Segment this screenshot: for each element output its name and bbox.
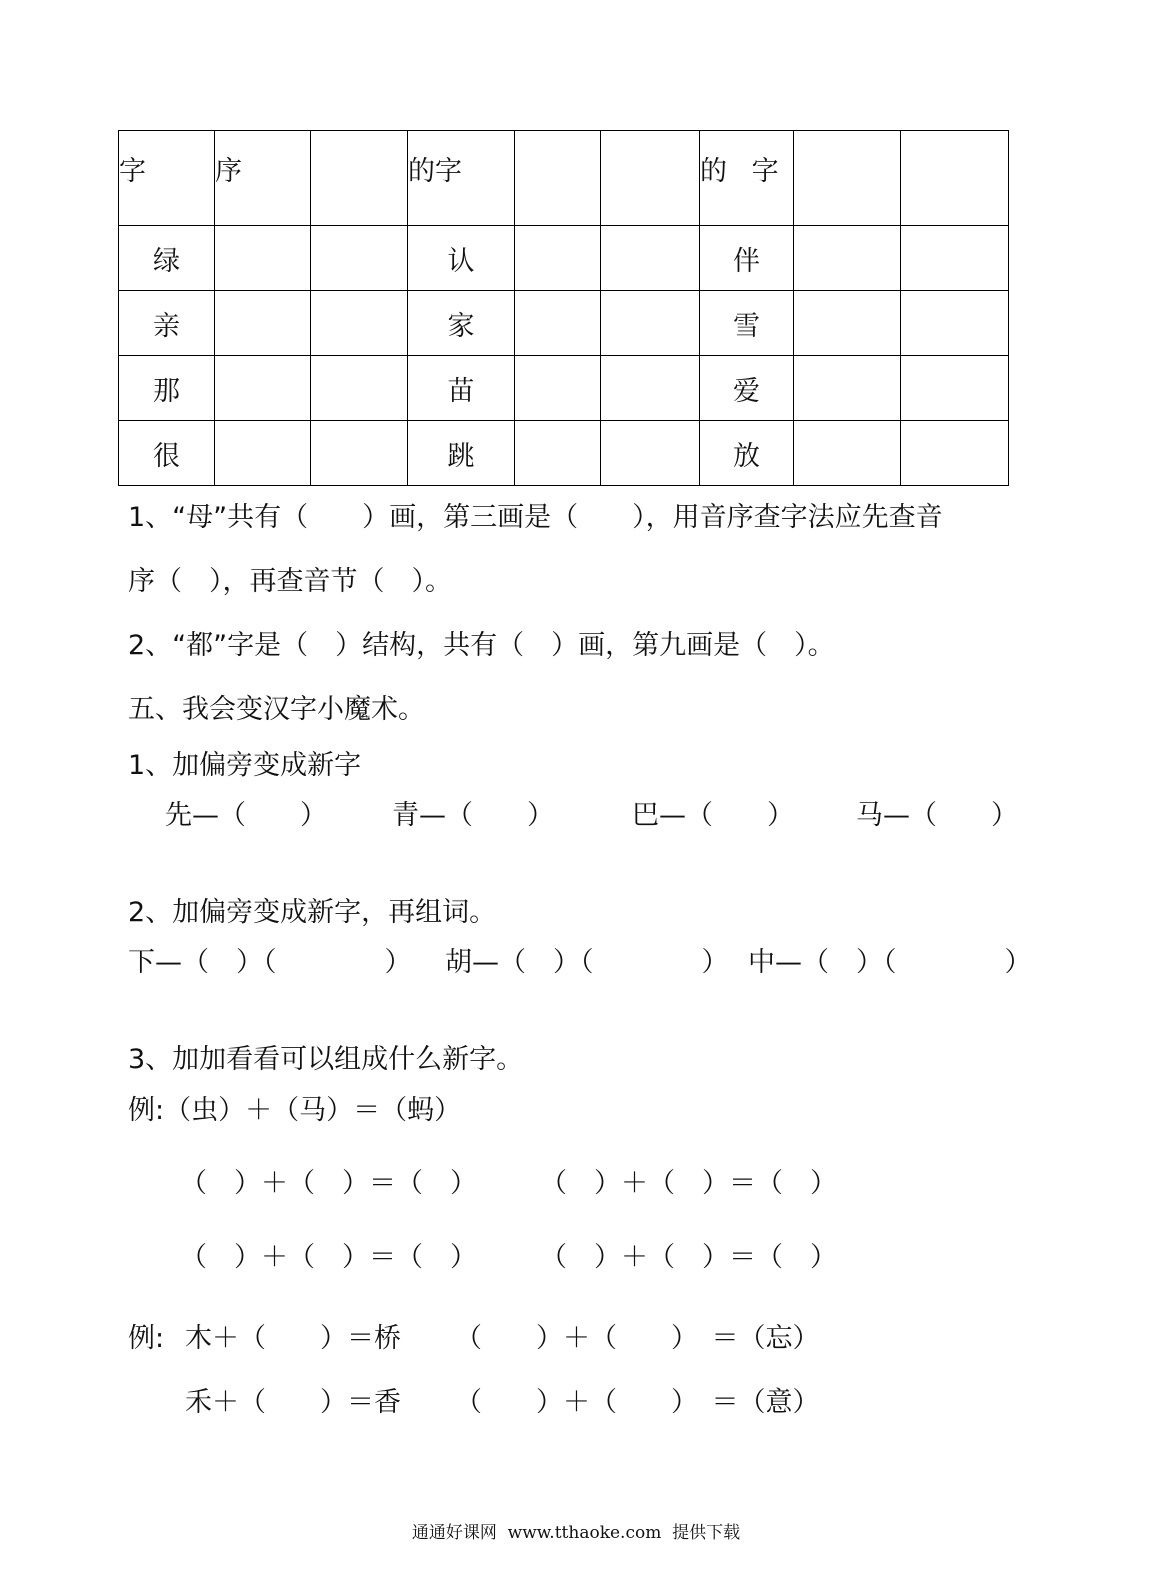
table-cell: 雪 <box>700 291 794 356</box>
table-cell <box>794 226 901 291</box>
blank-equation: （ ）＋（ ）＝（ ） <box>540 1168 837 1199</box>
header-cell: 序 <box>215 131 311 226</box>
add-radical-item: 青—（ ） <box>392 800 554 831</box>
example-2-equation: 禾＋（ ）＝香 <box>185 1387 401 1418</box>
table-cell <box>601 226 700 291</box>
table-cell <box>515 356 601 421</box>
header-cell <box>515 131 601 226</box>
table-cell <box>311 421 408 486</box>
section-5-1-title: 1、加偏旁变成新字 <box>128 750 362 781</box>
section-5-3-title: 3、加加看看可以组成什么新字。 <box>128 1044 524 1075</box>
table-cell <box>311 226 408 291</box>
table-cell <box>215 226 311 291</box>
add-radical-item: 马—（ ） <box>856 800 1018 831</box>
table-cell: 亲 <box>119 291 215 356</box>
blank-equation: （ ）＋（ ）＝（ ） <box>540 1242 837 1273</box>
table-cell <box>901 421 1009 486</box>
section-5-title: 五、我会变汉字小魔术。 <box>128 694 425 725</box>
word-item: 胡—（ ）（ ） <box>445 947 729 978</box>
table-cell <box>215 356 311 421</box>
table-cell <box>794 291 901 356</box>
footer-credit: 通通好课网 www.tthaoke.com 提供下载 <box>411 1523 741 1543</box>
example-2-label: 例: <box>128 1323 165 1354</box>
header-cell: 字 <box>119 131 215 226</box>
table-cell <box>601 356 700 421</box>
header-cell <box>794 131 901 226</box>
example-2-equation: （ ）＋（ ） ＝（意） <box>455 1387 820 1418</box>
table-cell: 放 <box>700 421 794 486</box>
question-1-line-1: 1、“母”共有（ ）画，第三画是（ ），用音序查字法应先查音 <box>128 502 943 533</box>
table-row <box>119 226 1009 291</box>
table-cell <box>515 291 601 356</box>
table-cell: 很 <box>119 421 215 486</box>
table-cell: 苗 <box>408 356 515 421</box>
table-cell <box>215 421 311 486</box>
question-1-line-2: 序（ ），再查音节（ ）。 <box>128 566 452 597</box>
example-2-equation: 木＋（ ）＝桥 <box>185 1323 401 1354</box>
word-item: 中—（ ）（ ） <box>748 947 1032 978</box>
table-cell: 那 <box>119 356 215 421</box>
table-row <box>119 356 1009 421</box>
table-cell: 伴 <box>700 226 794 291</box>
table-cell: 跳 <box>408 421 515 486</box>
table-row <box>119 291 1009 356</box>
blank-equation: （ ）＋（ ）＝（ ） <box>180 1168 477 1199</box>
table-cell: 绿 <box>119 226 215 291</box>
table-cell: 爱 <box>700 356 794 421</box>
table-cell <box>794 356 901 421</box>
header-cell: 的字 <box>408 131 515 226</box>
table-cell: 家 <box>408 291 515 356</box>
table-cell <box>794 421 901 486</box>
table-cell <box>901 356 1009 421</box>
table-cell <box>311 356 408 421</box>
table-cell <box>515 226 601 291</box>
table-header-row <box>119 131 1009 226</box>
table-cell <box>901 226 1009 291</box>
lookup-table <box>118 130 1009 486</box>
question-2: 2、“都”字是（ ）结构，共有（ ）画，第九画是（ ）。 <box>128 630 835 661</box>
table-cell <box>601 291 700 356</box>
table-cell <box>311 291 408 356</box>
table-row <box>119 421 1009 486</box>
section-5-2-title: 2、加偏旁变成新字，再组词。 <box>128 897 497 928</box>
add-radical-item: 先—（ ） <box>165 800 327 831</box>
example-2-equation: （ ）＋（ ） ＝（忘） <box>455 1323 820 1354</box>
header-cell <box>311 131 408 226</box>
table-cell: 认 <box>408 226 515 291</box>
blank-equation: （ ）＋（ ）＝（ ） <box>180 1242 477 1273</box>
header-cell: 的 字 <box>700 131 794 226</box>
example-1: 例:（虫）＋（马）＝（蚂） <box>128 1095 462 1126</box>
add-radical-item: 巴—（ ） <box>632 800 794 831</box>
header-cell <box>901 131 1009 226</box>
header-cell <box>601 131 700 226</box>
table-cell <box>901 291 1009 356</box>
table-cell <box>215 291 311 356</box>
table-cell <box>515 421 601 486</box>
word-item: 下—（ ）（ ） <box>128 947 412 978</box>
table-cell <box>601 421 700 486</box>
